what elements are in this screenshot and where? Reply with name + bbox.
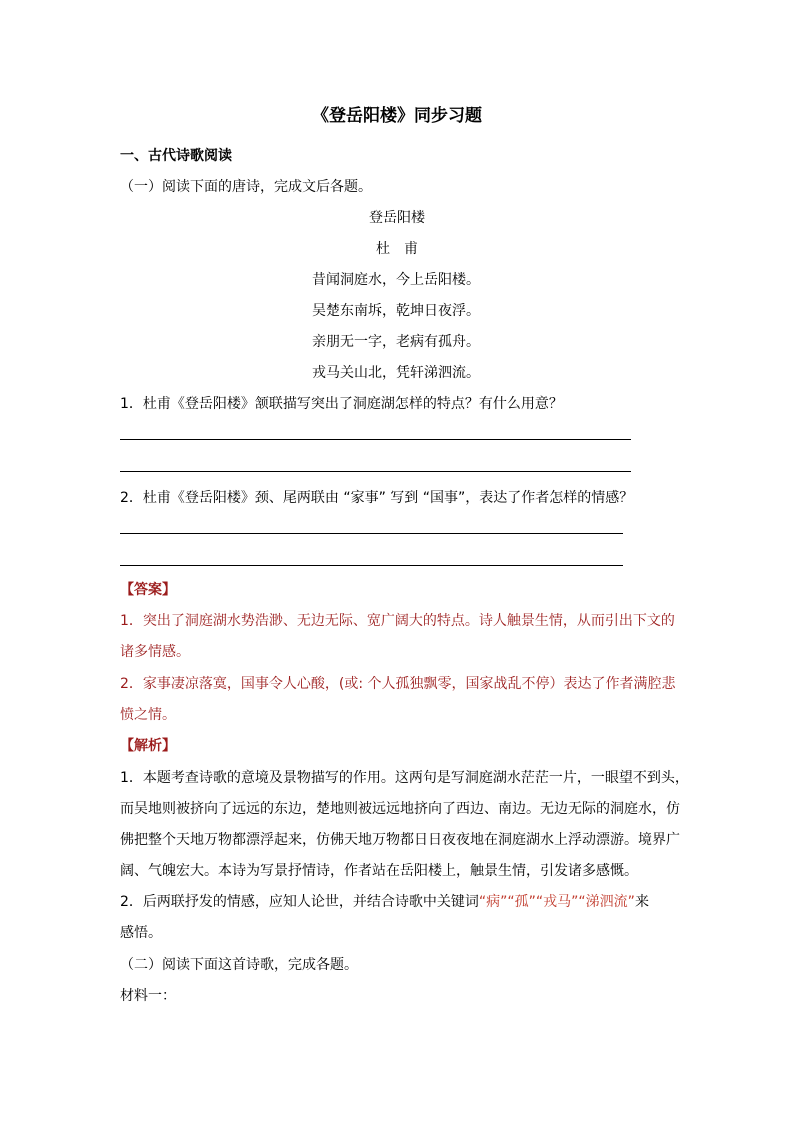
poem-line: 亲朋无一字，老病有孤舟。: [312, 334, 480, 350]
analysis-heading: 【解析】: [120, 738, 176, 754]
answer-line: [120, 533, 623, 534]
answer-line: [120, 565, 623, 566]
analysis-text: 佛把整个天地万物都漂浮起来，仿佛天地万物都日日夜夜地在洞庭湖水上浮动漂游。境界广: [120, 832, 680, 848]
question-2: 2．杜甫《登岳阳楼》颈、尾两联由 “家事” 写到 “国事”，表达了作者怎样的情感？: [120, 490, 634, 506]
part-intro: （一）阅读下面的唐诗，完成文后各题。: [120, 179, 372, 195]
poem-line: 戎马关山北，凭轩涕泗流。: [312, 365, 480, 381]
answer-text: 愤之情。: [120, 707, 176, 723]
analysis-keywords: “病”“孤”“戎马”“涕泗流”: [478, 894, 635, 910]
analysis-text: 阔、气魄宏大。本诗为写景抒情诗，作者站在岳阳楼上，触景生情，引发诸多感慨。: [120, 863, 638, 879]
answer-text: 诸多情感。: [120, 644, 190, 660]
analysis-prefix: 2．后两联抒发的情感，应知人论世，并结合诗歌中关键词: [120, 894, 479, 910]
poem-line: 吴楚东南坼，乾坤日夜浮。: [312, 303, 480, 319]
poem-author: 杜 甫: [376, 241, 418, 257]
section-heading: 一、古代诗歌阅读: [120, 148, 232, 164]
question-1: 1．杜甫《登岳阳楼》颔联描写突出了洞庭湖怎样的特点？有什么用意？: [120, 396, 563, 412]
analysis-text: 感悟。: [120, 925, 162, 941]
poem-title: 登岳阳楼: [369, 210, 425, 226]
part-intro: （二）阅读下面这首诗歌，完成各题。: [120, 957, 358, 973]
analysis-text: 而吴地则被挤向了远远的东边，楚地则被远远地挤向了西边、南边。无边无际的洞庭水，仿: [120, 801, 680, 817]
analysis-text: [120, 892, 649, 912]
answer-text: 2．家事凄凉落寞，国事令人心酸，(或: 个人孤独飘零，国家战乱不停）表达了作者满腔悲: [120, 676, 676, 692]
analysis-text: 1．本题考查诗歌的意境及景物描写的作用。这两句是写洞庭湖水茫茫一片，一眼望不到头，: [120, 770, 689, 786]
answer-text: 1．突出了洞庭湖水势浩渺、无边无际、宽广阔大的特点。诗人触景生情，从而引出下文的: [120, 613, 675, 629]
answer-line: [120, 439, 631, 440]
material-label: 材料一：: [120, 988, 176, 1004]
document-title: 《登岳阳楼》同步习题: [312, 106, 482, 126]
poem-line: 昔闻洞庭水，今上岳阳楼。: [312, 272, 480, 288]
answer-line: [120, 471, 631, 472]
analysis-suffix: 来: [634, 894, 649, 910]
answer-heading: 【答案】: [120, 582, 176, 598]
